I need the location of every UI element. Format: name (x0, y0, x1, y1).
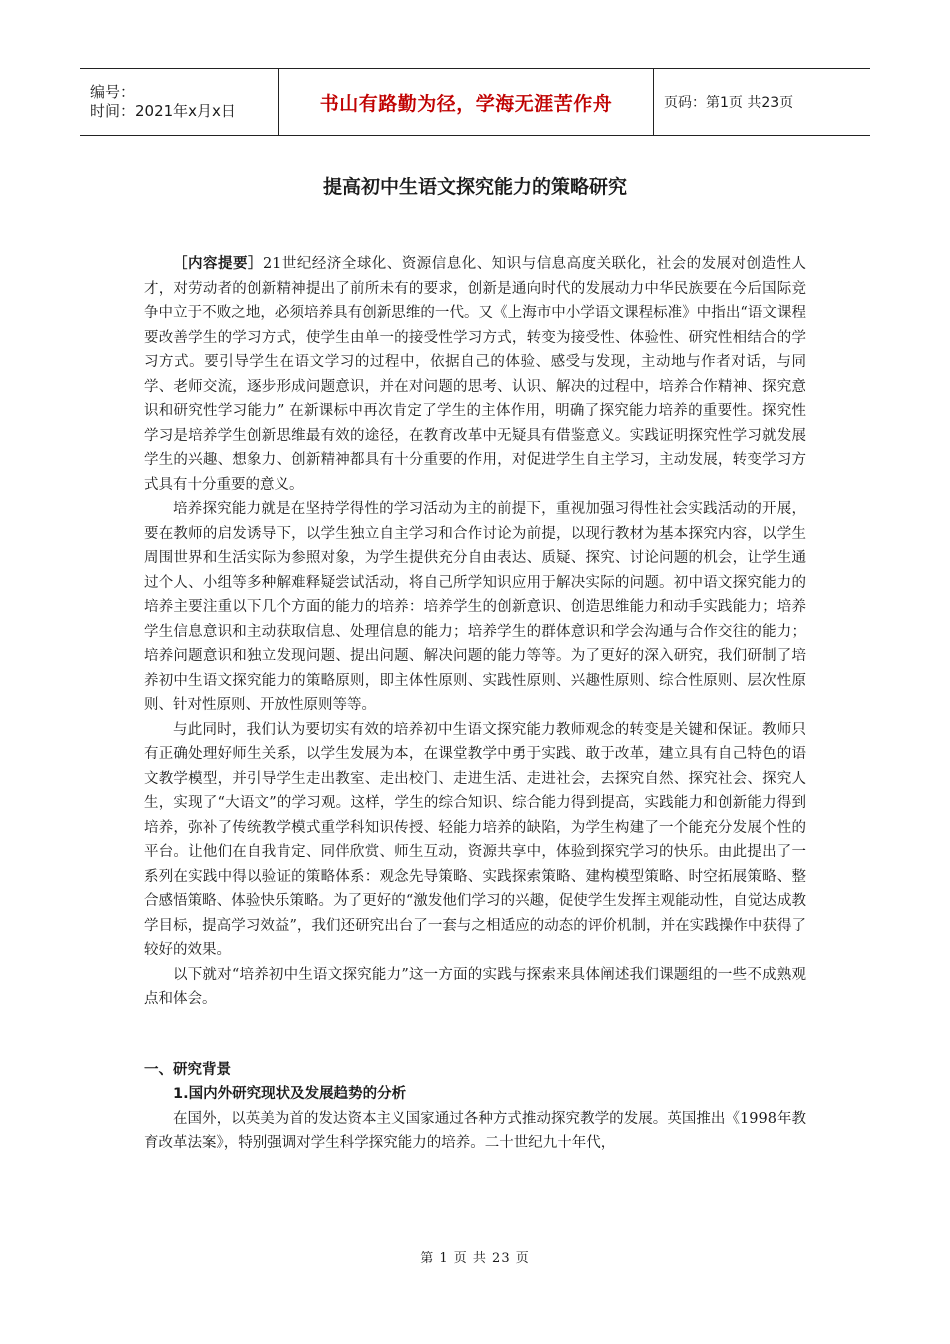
header-motto: 书山有路勤为径，学海无涯苦作舟 (319, 92, 613, 115)
body-paragraph-1: 培养探究能力就是在坚持学得性的学习活动为主的前提下，重视加强习得性社会实践活动的开展，要在教师的启发诱导下，以学生独立自主学习和合作讨论为前提，以现行教材为基本探究内容，以学生周围世界和生活实际为参照对象，为学生提供充分自由表达、质疑、探究、讨论问题的机会，让学生通过个人、小组等多种解难释疑尝试活动，将自己所学知识应用于解决实际的问题。初中语文探究能力的培养主要注重以下几个方面的能力的培养：培养学生的创新意识、创造思维能力和动手实践能力；培养学生信息意识和主动获取信息、处理信息的能力；培养学生的群体意识和学会沟通与合作交往的能力；培养问题意识和独立发现问题、提出问题、解决问题的能力等等。为了更好的深入研究，我们研制了培养初中生语文探究能力的策略原则，即主体性原则、实践性原则、兴趣性原则、综合性原则、层次性原则、针对性原则、开放性原则等等。 (144, 501, 806, 713)
header-middle-cell (278, 69, 654, 135)
page-footer: 第 1 页 共 23 页 (420, 1251, 530, 1266)
header-left-cell (80, 69, 278, 135)
body-paragraph-3: 以下就对“培养初中生语文探究能力”这一方面的实践与探索来具体阐述我们课题组的一些不成熟观点和体会。 (144, 966, 806, 1007)
abstract-paragraph (144, 252, 806, 497)
section-subheading: 1.国内外研究现状及发展趋势的分析 (173, 1086, 407, 1102)
page-header (80, 68, 870, 136)
document-body (144, 252, 806, 1156)
section-heading: 一、研究背景 (144, 1061, 231, 1078)
abstract-lead: ［内容提要］ (173, 256, 263, 272)
document-title: 提高初中生语文探究能力的策略研究 (322, 176, 627, 198)
page-number-label: 页码：第1页 共23页 (664, 95, 794, 111)
document-date-label: 时间：2021年x月x日 (90, 102, 236, 120)
abstract-text: 21世纪经济全球化、资源信息化、知识与信息高度关联化，社会的发展对创造性人才，对劳动者的创新精神提出了前所未有的要求，创新是通向时代的发展动力中华民族要在今后国际竞争中立于不败之地，必须培养具有创新思维的一代。又《上海市中小学语文课程标准》中指出“语文课程要改善学生的学习方式，使学生由单一的接受性学习方式，转变为接受性、体验性、研究性相结合的学习方式。要引导学生在语文学习的过程中，依据自己的体验、感受与发现，主动地与作者对话，与同学、老师交流，逐步形成问题意识，并在对问题的思考、认识、解决的过程中，培养合作精神、探究意识和研究性学习能力” 在新课标中再次肯定了学生的主体作用，明确了探究能力培养的重要性。探究性学习是培养学生创新思维最有效的途径，在教育改革中无疑具有借鉴意义。实践证明探究性学习就发展学生的兴趣、想象力、创新精神都具有十分重要的作用，对促进学生自主学习，主动发展，转变学习方式具有十分重要的意义。 (144, 256, 806, 493)
header-right-cell (654, 69, 870, 135)
document-number-label: 编号： (90, 83, 136, 101)
section-paragraph: 在国外，以英美为首的发达资本主义国家通过各种方式推动探究教学的发展。英国推出《1998年教育改革法案》，特别强调对学生科学探究能力的培养。二十世纪九十年代， (144, 1110, 806, 1151)
body-paragraph-2: 与此同时，我们认为要切实有效的培养初中生语文探究能力教师观念的转变是关键和保证。教师只有正确处理好师生关系，以学生发展为本，在课堂教学中勇于实践、敢于改革，建立具有自己特色的语文教学模型，并引导学生走出教室、走出校门、走进生活、走进社会，去探究自然、探究社会、探究人生，实现了“大语文”的学习观。这样，学生的综合知识、综合能力得到提高，实践能力和创新能力得到培养，弥补了传统教学模式重学科知识传授、轻能力培养的缺陷，为学生构建了一个能充分发展个性的平台。让他们在自我肯定、同伴欣赏、师生互动，资源共享中，体验到探究学习的快乐。由此提出了一系列在实践中得以验证的策略体系：观念先导策略、实践探索策略、建构模型策略、时空拓展策略、整合感悟策略、体验快乐策略。为了更好的“激发他们学习的兴趣，促使学生发挥主观能动性，自觉达成教学目标，提高学习效益”，我们还研究出台了一套与之相适应的动态的评价机制，并在实践操作中获得了较好的效果。 (144, 721, 806, 958)
